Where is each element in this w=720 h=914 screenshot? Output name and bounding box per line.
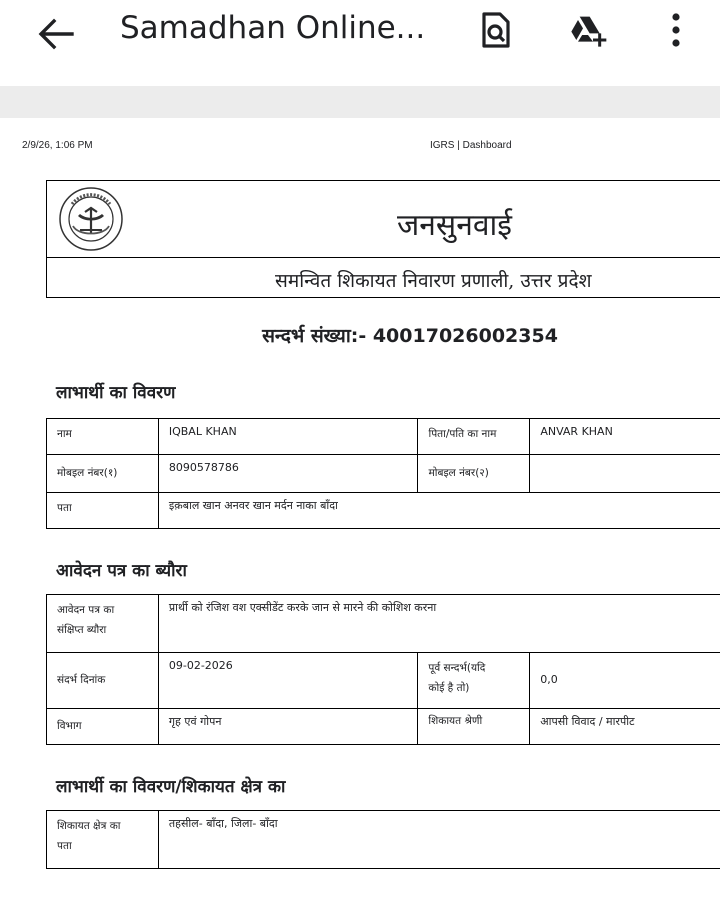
area-heading: लाभार्थी का विवरण/शिकायत क्षेत्र का [56,777,286,797]
ref-date-value: 09-02-2026 [158,653,418,709]
portal-brand: जनसुनवाई [397,208,513,243]
table-row [47,493,720,529]
application-table [46,594,720,745]
print-site-title: IGRS | Dashboard [430,140,512,151]
application-heading: आवेदन पत्र का ब्यौरा [56,561,187,581]
back-arrow-icon[interactable] [36,16,76,52]
mobile1-label: मोबइल नंबर(१) [47,455,159,493]
print-date: 2/9/26, 1:06 PM [22,140,93,151]
table-row [47,811,720,869]
table-row [47,595,720,653]
beneficiary-heading: लाभार्थी का विवरण [56,383,176,403]
dept-value: गृह एवं गोपन [158,709,418,745]
father-label: पिता/पति का नाम [418,419,530,455]
reference-number: सन्दर्भ संख्या:- 40017026002354 [262,325,558,347]
mobile1-value: 8090578786 [158,455,418,493]
prev-ref-value: 0,0 [530,653,720,709]
table-row [47,419,720,455]
more-vert-icon[interactable] [656,10,696,50]
beneficiary-table [46,418,720,529]
table-row [47,455,720,493]
name-label: नाम [47,419,159,455]
mobile2-label: मोबइल नंबर(२) [418,455,530,493]
portal-subtitle: समन्वित शिकायत निवारण प्रणाली, उत्तर प्रदेश [275,270,592,292]
jansunwai-banner [46,180,720,298]
prev-ref-label: पूर्व सन्दर्भ(यदि कोई है तो) [418,653,530,709]
area-value: तहसील- बाँदा, जिला- बाँदा [158,811,720,869]
summary-label: आवेदन पत्र का संक्षिप्त ब्यौरा [47,595,159,653]
document-title: Samadhan Online... [120,10,426,46]
mobile2-value [530,455,720,493]
drive-add-icon[interactable] [568,10,608,50]
address-value: इक़बाल खान अनवर खान मर्दन नाका बाँदा [158,493,720,529]
up-government-emblem [58,186,124,252]
ref-date-label: संदर्भ दिनांक [47,653,159,709]
summary-value: प्रार्थी को रंजिश वश एक्सीडेंट करके जान से मारने की कोशिश करना [158,595,720,653]
name-value: IQBAL KHAN [158,419,418,455]
address-label: पता [47,493,159,529]
table-row [47,709,720,745]
category-label: शिकायत श्रेणी [418,709,530,745]
table-row [47,653,720,709]
area-label: शिकायत क्षेत्र का पता [47,811,159,869]
category-value: आपसी विवाद / मारपीट [530,709,720,745]
app-bar [0,0,720,86]
dept-label: विभाग [47,709,159,745]
search-document-icon[interactable] [476,10,516,50]
viewer-gutter [0,86,720,118]
area-table [46,810,720,869]
banner-divider [47,257,720,258]
father-value: ANVAR KHAN [530,419,720,455]
